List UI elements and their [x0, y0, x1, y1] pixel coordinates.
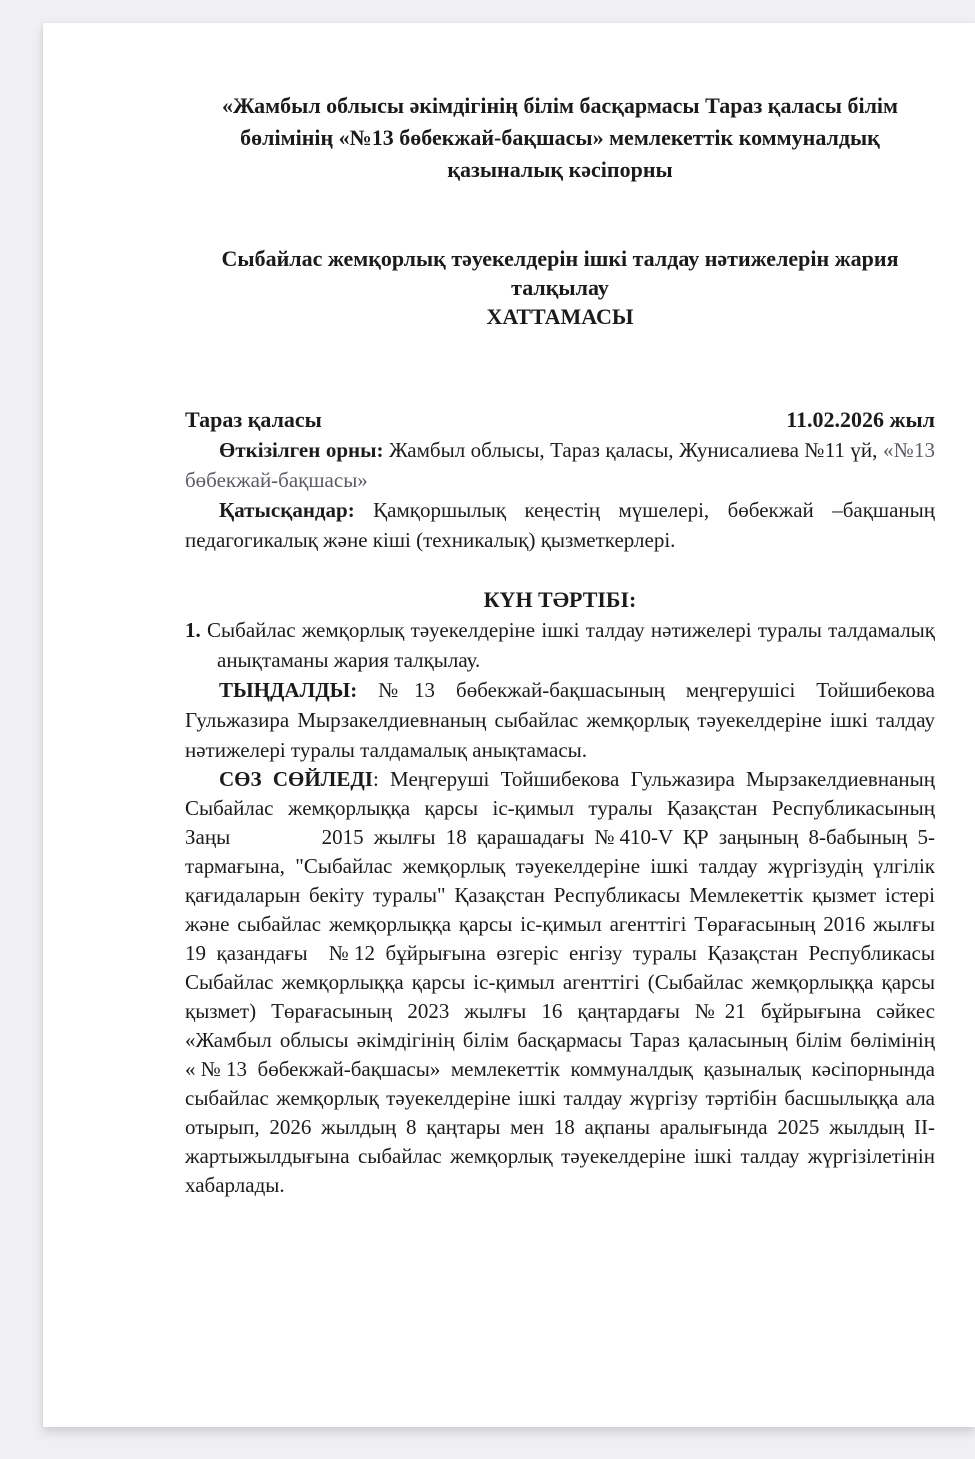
- participants-text: Қамқоршылық кеңестің мүшелері, бөбекжай –бақшаның педагогикалық және кіші (техникалық) қызметкерлері.: [185, 498, 935, 552]
- venue-paragraph: [185, 435, 935, 495]
- venue-label: Өткізілген орны:: [219, 438, 384, 462]
- agenda-heading: КҮН ТӘРТІБІ:: [483, 587, 637, 612]
- agenda-item-text: Сыбайлас жемқорлық тәуекелдеріне ішкі талдау нәтижелері туралы талдамалық анықтаманы жария талқылау.: [200, 618, 935, 672]
- heard-text: №13 бөбекжай-бақшасының меңгерушісі Тойшибекова Гульжазира Мырзакелдиевнаның сыбайлас жемқорлық тәуекелдеріне ішкі талдау нәтижелері туралы талдамалық анықтамасы.: [185, 678, 935, 762]
- protocol-subject: Сыбайлас жемқорлық тәуекелдерін ішкі талдау нәтижелерін жария талқылау: [221, 246, 899, 300]
- participants-label: Қатысқандар:: [219, 498, 355, 522]
- agenda-item: [185, 615, 935, 675]
- speech-label: СӨЗ СӨЙЛЕДІ: [219, 767, 373, 791]
- speech-text: : Меңгеруші Тойшибекова Гульжазира Мырзакелдиевнаның Сыбайлас жемқорлыққа қарсы іс-қимыл туралы Қазақстан Республикасының Заңы 2015 жылғы 18 қарашадағы №410-V ҚР заңының 8-бабының 5-тармағына, "Сыбайлас жемқорлық тәуекелдеріне ішкі талдау жүргізудің үлгілік қағидаларын бекіту туралы" Қазақстан Республикасы Мемлекеттік қызмет істері және сыбайлас жемқорлыққа қарсы іс-қимыл агенттігі Төрағасының 2016 жылғы 19 қазандағы №12 бұйрығына өзгеріс енгізу туралы Қазақстан Республикасы Сыбайлас жемқорлыққа қарсы іс-қимыл агенттігі (Сыбайлас жемқорлыққа қарсы қызмет) Төрағасының 2023 жылғы 16 қаңтардағы №21 бұйрығына сәйкес «Жамбыл облысы әкімдігінің білім басқармасы Тараз қаласының білім бөлімінің «№13 бөбекжай-бақшасы» мемлекеттік коммуналдық қазыналық кәсіпорнында сыбайлас жемқорлық тәуекелдеріне ішкі талдау жүргізу тәртібін басшылыққа ала отырып, 2026 жылдың 8 қаңтары мен 18 ақпаны аралығында 2025 жылдың II-жартыжылдығына сыбайлас жемқорлық тәуекелдеріне ішкі талдау жүргізілетінін хабарлады.: [185, 767, 935, 1197]
- place-label: Тараз қаласы: [185, 407, 322, 432]
- document-content: [43, 90, 975, 1200]
- heard-paragraph: [185, 675, 935, 765]
- agenda-item-number: 1.: [185, 618, 201, 642]
- document-page: [43, 23, 975, 1427]
- protocol-title-block: [185, 244, 935, 331]
- participants-paragraph: [185, 495, 935, 555]
- organization-title: «Жамбыл облысы әкімдігінің білім басқармасы Тараз қаласы білім бөлімінің «№13 бөбекжай-бақшасы» мемлекеттік коммуналдық қазыналық кәсіпорны: [221, 93, 899, 182]
- venue-text: Жамбыл облысы, Тараз қаласы, Жунисалиева №11 үй,: [383, 438, 883, 462]
- heard-label: ТЫҢДАЛДЫ:: [219, 678, 358, 702]
- protocol-type: ХАТТАМАСЫ: [486, 304, 634, 329]
- place-date-row: [185, 405, 935, 435]
- date-label: 11.02.2026 жыл: [786, 407, 935, 432]
- venue-highlight: «№13 бөбекжай-бақшасы»: [185, 438, 935, 492]
- speech-paragraph: [185, 765, 935, 1200]
